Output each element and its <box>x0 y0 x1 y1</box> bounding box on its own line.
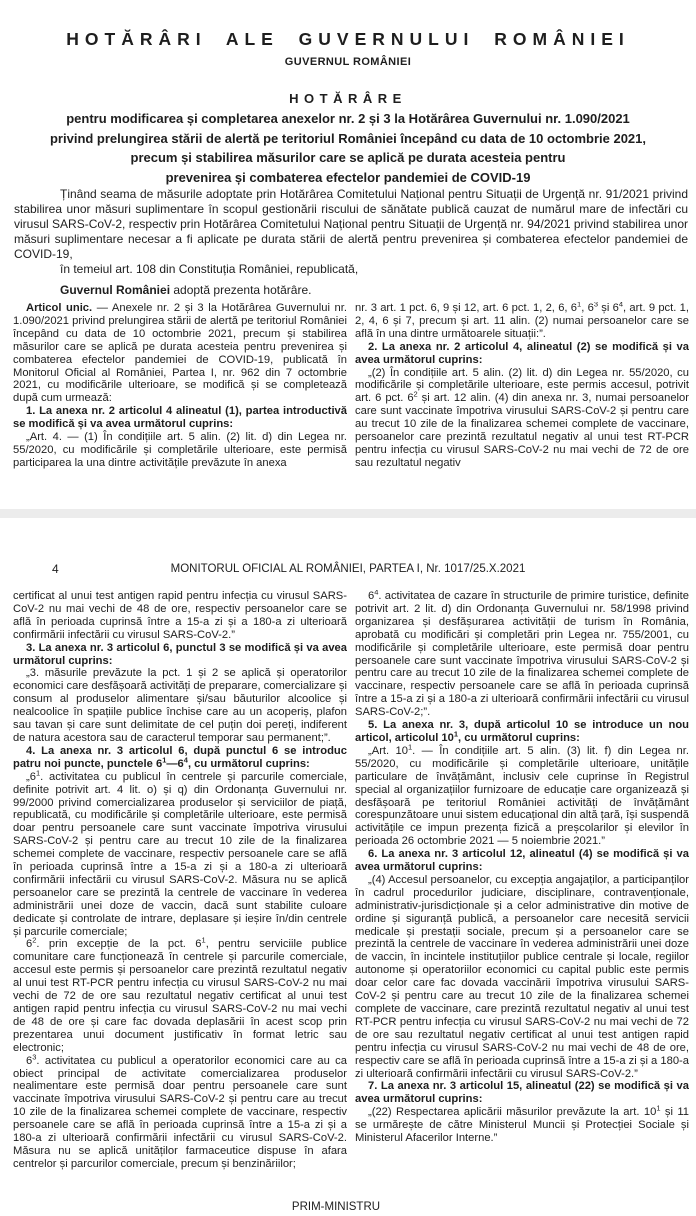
title-line: pentru modificarea și completarea anexelor nr. 2 și 3 la Hotărârea Guvernului nr. 1.090/2021 <box>66 111 630 126</box>
paragraph: în temeiul art. 108 din Constituția României, republicată, <box>60 262 359 276</box>
paragraph: certificat al unui test antigen rapid pentru infecția cu virusul SARS-CoV-2 nu mai vechi de 48 de ore, respectiv persoanelor care se află în perioada cuprinsă între a 15-a zi și a 180-a zi ulterioară confirmării infectării cu virusul SARS-CoV-2.” <box>13 590 347 641</box>
paragraph: „3. măsurile prevăzute la pct. 1 și 2 se aplică și operatorilor economici care desfășoară activități de preparare, comercializare și consum al produselor alimentare și/sau băuturilor alcoolice și nealcoolice în spațiile publice închise care au un acoperiș, plafon sau tavan și care sunt delimitate de cel puțin doi pereți, indiferent de natura acestora sau de caracterul temporar sau permanent;”. <box>13 667 347 744</box>
paragraph: 1. La anexa nr. 2 articolul 4 alineatul (1), partea introductivă se modifică și va avea următorul cuprins: <box>13 405 347 431</box>
paragraph: „Art. 4. — (1) În condițiile art. 5 alin. (2) lit. d) din Legea nr. 55/2020, cu modificările și completările ulterioare, este permisă participarea la una dintre activitățile prevăzute în anexa <box>13 431 347 469</box>
paragraph: 6. La anexa nr. 3 articolul 12, alineatul (4) se modifică și va avea următorul cuprins: <box>355 848 689 874</box>
page3-column-right <box>355 302 689 508</box>
paragraph: $6^4$. activitatea de cazare în structurile de primire turistice, definite potrivit art. 2 lit. d) din Ordonanța Guvernului nr. 58/1998 privind organizarea și desfășurarea activității de turism în România, aprobată cu modificări și completări prin Legea nr. 755/2001, cu modificările și completările ulterioare, este permisă doar pentru persoanele care sunt vaccinate împotriva virusului SARS-CoV-2 și pentru care au trecut 10 zile de la finalizarea schemei complete de vaccinare, respectiv persoanele care se află în perioada cuprinsă între a 15-a zi și a 180-a zi ulterioară confirmării infectării cu virusul SARS-CoV-2;”. <box>355 590 689 719</box>
title-line: prevenirea și combaterea efectelor pandemiei de COVID-19 <box>165 169 531 185</box>
paragraph: Articol unic. — Anexele nr. 2 și 3 la Hotărârea Guvernului nr. 1.090/2021 privind prelungirea stării de alertă pe teritoriul României începând cu data de 10 octombrie 2021, precum și stabilirea măsurilor care se aplică pe durata acesteia pentru prevenirea și combaterea efectelor pandemiei de COVID-19, publicată în Monitorul Oficial al României, Partea I, nr. 962 din 7 octombrie 2021, cu modificările ulterioare, se modifică și se completează după cum urmează: <box>13 302 347 405</box>
act-title <box>18 109 678 187</box>
paragraph: 5. La anexa nr. 3, după articolul 10 se introduce un nou articol, articolul $10^1$, cu următorul cuprins: <box>355 719 689 744</box>
paragraph: „(22) Respectarea aplicării măsurilor prevăzute la art. $10^1$ și 11 se urmărește de către Ministerul Muncii și Protecției Sociale și Ministerul Afacerilor Interne.” <box>355 1103 689 1145</box>
page4-column-right <box>355 590 689 1200</box>
paragraph: „Art. $10^1$. — În condițiile art. 5 alin. (3) lit. f) din Legea nr. 55/2020, cu modificările și completările ulterioare, unitățile particulare de învățământ, inclusiv cele cuprinse în Registrul special al organizațiilor furnizoare de educație care organizează și desfășoară pe teritoriul României activități de învățământ corespunzătoare unui sistem educațional din altă țară, își suspendă activitățile ce impun prezența fizică a preșcolarilor și elevilor în perioada 26 octombrie 2021 — 5 noiembrie 2021.” <box>355 742 689 848</box>
gazette-header-title: MONITORUL OFICIAL AL ROMÂNIEI, PARTEA I, Nr. 1017/25.X.2021 <box>170 563 526 575</box>
section-banner-title: HOTĂRÂRI ALE GUVERNULUI ROMÂNIEI <box>66 29 630 49</box>
paragraph: „(2) În condițiile art. 5 alin. (2) lit. d) din Legea nr. 55/2020, cu modificările și completările ulterioare, este permis accesul, potrivit art. 6 pct. $6^2$ și art. 12 alin. (4) din anexa nr. 3, numai persoanelor care sunt vaccinate împotriva virusului SARS-CoV-2 și pentru care au trecut 10 zile de la finalizarea schemei complete de vaccinare, persoanelor care prezintă rezultatul negativ al unui test RT-PCR pentru infecția cu virusul SARS-CoV-2 nu mai vechi de 72 de ore sau rezultatul negativ <box>355 366 689 469</box>
page4-column-left <box>13 590 347 1200</box>
gazette-page-number: 4 <box>52 562 59 576</box>
paragraph: Guvernul României adoptă prezenta hotărâre. <box>60 283 312 297</box>
page3-column-left <box>13 302 347 508</box>
paragraph: „(4) Accesul persoanelor, cu excepția angajaților, a participanților în cadrul procedurilor judiciare, disciplinare, contravenționale, administrativ-jurisdicționale și a celor administrative din motive de ordine și siguranță publică, a persoanelor care necesită servicii medicale și prestații sociale, precum și a persoanelor care se prezintă la centrele de vaccinare în vederea administrării unei doze de vaccin, în incintele instituțiilor publice centrale și locale, regiilor autonome și operatoriilor economici cu capital public este permis doar celor care fac dovada vaccinării împotriva virusului SARS-CoV-2 și pentru care au trecut 10 zile de la finalizarea schemei complete de vaccinare, care prezintă rezultatul negativ al unui test RT-PCR pentru infecția cu virusul SARS-CoV-2 nu mai vechi de 72 de ore sau rezultatul negativ certificat al unui test antigen rapid pentru infecția cu virusul SARS-CoV-2 nu mai vechi de 48 de ore, respectiv care se află în perioada cuprinsă între a 15-a zi și a 180-a zi ulterioară confirmării infectării cu virusul SARS-CoV-2.” <box>355 873 689 1080</box>
paragraph: 7. La anexa nr. 3 articolul 15, alineatul (22) se modifică și va avea următorul cuprins: <box>355 1080 689 1106</box>
preamble <box>14 187 688 298</box>
issuer-name: GUVERNUL ROMÂNIEI <box>284 56 412 68</box>
paragraph: $6^2$. prin excepție de la pct. $6^1$, pentru serviciile publice comunitare care funcționează în centrele și parcurile comerciale, accesul este permis și persoanelor care prezintă rezultatul negativ al unui test RT-PCR pentru infecția cu virusul SARS-CoV-2 nu mai vechi de 72 de ore sau rezultatul negativ certificat al unui test antigen rapid pentru infecția cu virusul SARS-CoV-2 nu mai vechi de 48 de ore și care fac dovada deplasării în acest scop prin prezentarea unui document justificativ în format letric sau electronic; <box>13 935 347 1054</box>
title-line: privind prelungirea stării de alertă pe teritoriul României începând cu data de 10 octombrie 2021, <box>49 130 646 146</box>
paragraph: $„6^1$. activitatea cu publicul în centrele și parcurile comerciale, definite potrivit art. 4 lit. o) și q) din Ordonanța Guvernului nr. 99/2000 privind comercializarea produselor și serviciilor de piață, republicată, cu modificările și completările ulterioare, este permisă doar pentru persoanele care sunt vaccinate împotriva virusului SARS-CoV-2 și pentru care au trecut 10 zile de la finalizarea schemei complete de vaccinare, respectiv persoanele care se află în perioada cuprinsă între a 15-a zi și a 180-a zi ulterioară confirmării infectării cu virusul SARS-CoV-2. Măsura nu se aplică persoanelor care se prezintă la centrele de vaccinare în vederea administrării unei doze de vaccin, dacă sunt stabilite culoare dedicate și controlate de intrare, deplasare și ieșire în/din centrele și parcurile comerciale; <box>13 767 347 938</box>
paragraph: 4. La anexa nr. 3 articolul 6, după punctul 6 se introduc patru noi puncte, punctele $6^1—6^4$, cu următorul cuprins: <box>13 744 347 770</box>
page-break-divider <box>0 509 696 518</box>
paragraph: $6^3$. activitatea cu publicul a operatorilor economici care au ca obiect principal de activitate comercializarea produselor nealimentare este permisă doar pentru persoanele care sunt vaccinate împotriva virusului SARS-CoV-2 și pentru care au trecut 10 zile de la finalizarea schemei complete de vaccinare, respectiv persoanele care se află în perioada cuprinsă între a 15-a zi și a 180-a zi ulterioară confirmării infectării cu virusul SARS-CoV-2. Măsura nu se aplică unităților farmaceutice dispuse în afara centrelor și parcurilor comerciale, precum și benzinăriilor; <box>13 1051 347 1170</box>
paragraph: Ținând seama de măsurile adoptate prin Hotărârea Comitetului Național pentru Situații de Urgență nr. 91/2021 privind stabilirea unor măsuri suplimentare în scopul gestionării riscului de sănătate publică cauzat de numărul mare de infectări cu virusul SARS-CoV-2, respectiv prin Hotărârea Comitetului Național pentru Situații de Urgență nr. 94/2021 privind stabilirea unor măsuri suplimentare necesar a fi aplicate pe durata stării de alertă pentru prevenirea și combaterea efectelor pandemiei de COVID-19, <box>14 187 688 261</box>
paragraph: 2. La anexa nr. 2 articolul 4, alineatul (2) se modifică și va avea următorul cuprins: <box>355 340 689 366</box>
signer-role: PRIM-MINISTRU <box>291 1201 381 1213</box>
title-line: precum și stabilirea măsurilor care se aplică pe durata acesteia pentru <box>130 150 566 165</box>
paragraph: nr. 3 art. 1 pct. 6, 9 și 12, art. 6 pct. 1, 2, 6, $6^1$, $6^3$ și $6^4$, art. 9 pct. 1, 2, 4, 6 și 7, precum și art. 11 alin. (2) numai persoanelor care se află în una dintre următoarele situații:”. <box>355 302 689 340</box>
act-type-heading: HOTĂRÂRE <box>289 91 407 106</box>
paragraph: 3. La anexa nr. 3 articolul 6, punctul 3 se modifică și va avea următorul cuprins: <box>13 641 347 667</box>
